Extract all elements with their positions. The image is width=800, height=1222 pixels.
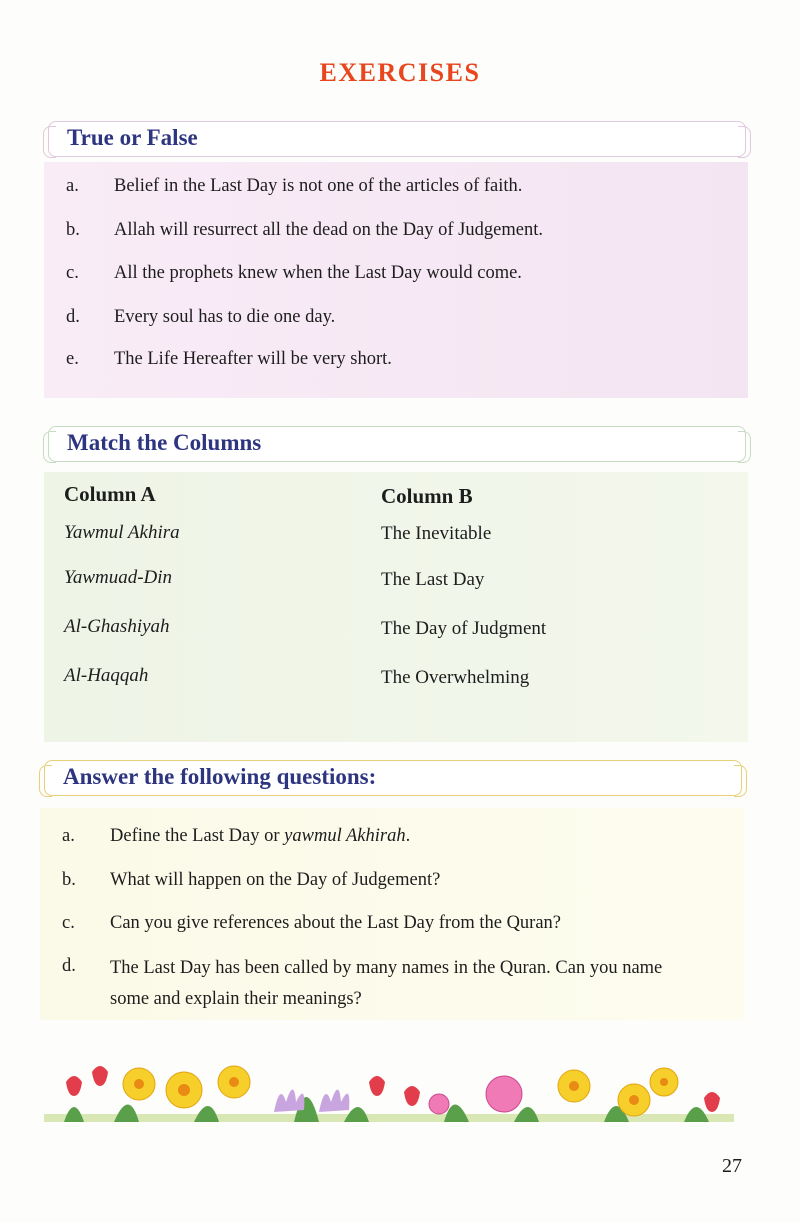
item-letter: d. <box>62 956 76 976</box>
questions-heading: Answer the following questions: <box>63 764 377 789</box>
item-text: The Life Hereafter will be very short. <box>114 349 392 369</box>
item-text-italic: yawmul Akhirah <box>284 826 406 846</box>
item-text: Can you give references about the Last Day from the Quran? <box>110 913 562 933</box>
page-title: EXERCISES <box>319 58 481 87</box>
item-text: The Last Day has been called by many names in the Quran. Can you name some and explain their meanings? <box>110 958 663 1009</box>
item-letter: b. <box>66 220 80 240</box>
item-text: Belief in the Last Day is not one of the articles of faith. <box>114 176 523 196</box>
column-b-title: Column B <box>381 484 473 508</box>
item-letter: e. <box>66 349 79 369</box>
column-a-title: Column A <box>64 482 156 506</box>
questions-header <box>44 760 742 796</box>
column-b-item: The Inevitable <box>381 523 492 544</box>
match-header <box>48 426 746 462</box>
item-text <box>110 826 410 847</box>
true-false-header <box>48 121 746 157</box>
item-letter: c. <box>62 913 75 933</box>
match-heading: Match the Columns <box>67 430 262 455</box>
column-b-item: The Last Day <box>381 569 485 590</box>
column-a-item: Yawmuad-Din <box>64 567 173 588</box>
item-letter: a. <box>66 176 79 196</box>
item-text-suffix: . <box>405 826 411 846</box>
column-a-item: Al-Ghashiyah <box>64 616 170 637</box>
true-false-heading: True or False <box>67 125 198 150</box>
column-a-item: Al-Haqqah <box>64 665 149 686</box>
item-letter: b. <box>62 870 76 890</box>
column-b-item: The Day of Judgment <box>381 618 547 639</box>
column-b-item: The Overwhelming <box>381 667 530 688</box>
true-false-panel <box>44 162 748 398</box>
item-text: Every soul has to die one day. <box>114 307 336 327</box>
item-letter: a. <box>62 826 75 846</box>
pink-flower-icon <box>429 1076 522 1114</box>
item-letter: c. <box>66 263 79 283</box>
item-text: What will happen on the Day of Judgement? <box>110 870 441 890</box>
item-text: Allah will resurrect all the dead on the Day of Judgement. <box>114 220 543 240</box>
flower-border-illustration <box>44 1052 734 1132</box>
match-panel <box>44 472 748 742</box>
item-text-plain: Define the Last Day or <box>110 826 285 846</box>
column-a-item: Yawmul Akhira <box>64 522 180 543</box>
questions-panel <box>40 808 744 1020</box>
item-text: All the prophets knew when the Last Day would come. <box>114 263 522 283</box>
page-number: 27 <box>722 1155 742 1177</box>
item-letter: d. <box>66 307 80 327</box>
